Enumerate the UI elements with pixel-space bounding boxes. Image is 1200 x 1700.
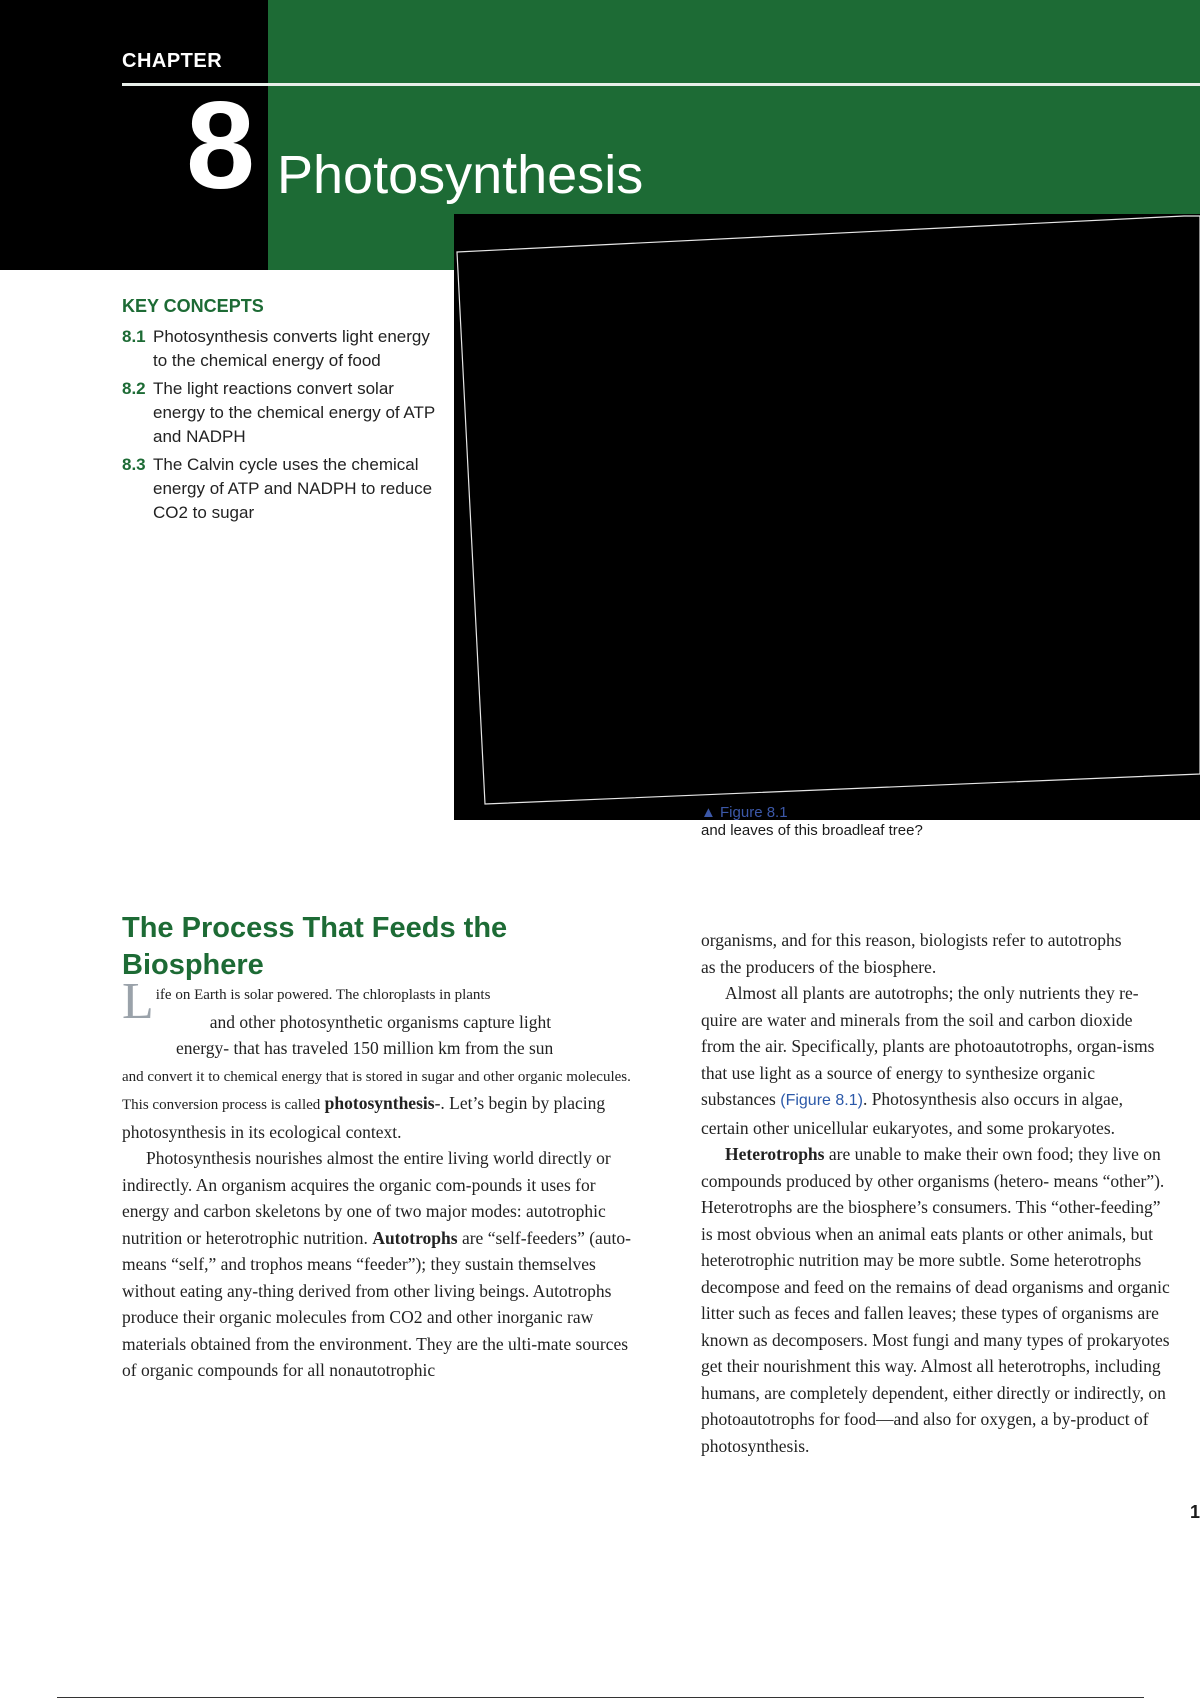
text-line: as the producers of the biosphere. xyxy=(701,956,937,977)
text-line: from the air. Specifically, plants are photoautotrophs, organ-isms xyxy=(701,1036,1155,1056)
key-term: Heterotrophs xyxy=(725,1144,825,1164)
text-line: quire are water and minerals from the soil and carbon dioxide xyxy=(701,1009,1133,1030)
right-column xyxy=(701,927,1200,1459)
paragraph-text: -. Let’s begin by placing photosynthesis in its ecological context. xyxy=(122,1093,606,1142)
text-segment: are unable to make their own food; they live on xyxy=(824,1144,1161,1164)
bottom-rule xyxy=(57,1697,1144,1698)
page-number: 1 xyxy=(1189,1502,1200,1522)
key-concepts-heading: KEY CONCEPTS xyxy=(122,296,264,316)
text-line: litter such as feces and fallen leaves; these types of organisms are xyxy=(701,1303,1159,1323)
paragraph-1 xyxy=(122,973,642,1145)
key-concept-item xyxy=(122,453,442,525)
text-segment: . Photosynthesis also occurs in algae, xyxy=(862,1089,1123,1109)
figure-caption-text: and leaves of this broadleaf tree? xyxy=(701,822,923,839)
key-concept-item xyxy=(122,325,442,373)
figure-image xyxy=(454,214,1200,820)
paragraph-text: ife on Earth is solar powered. The chloroplasts in plants xyxy=(155,987,491,1003)
text-line: that use light as a source of energy to synthesize organic xyxy=(701,1062,1095,1083)
text-line: photosynthesis. xyxy=(701,1435,810,1456)
text-line: certain other unicellular eukaryotes, and some prokaryotes. xyxy=(701,1117,1116,1138)
chapter-title: Photosynthesis xyxy=(277,145,644,205)
text-line: compounds produced by other organisms (hetero- means “other”). xyxy=(701,1170,1165,1191)
text-line: humans, are completely dependent, either directly or indirectly, on xyxy=(701,1382,1166,1403)
text-line: Almost all plants are autotrophs; the only nutrients they re- xyxy=(725,983,1139,1003)
section-heading: The Process That Feeds the Biosphere xyxy=(122,912,508,981)
text-line xyxy=(701,1086,1200,1115)
figure-reference-link[interactable]: (Figure 8.1) xyxy=(780,1092,863,1109)
text-line: heterotrophic nutrition may be more subtle. Some heterotrophs xyxy=(701,1250,1142,1270)
text-line: Heterotrophs are the biosphere’s consumers. This “other-feeding” xyxy=(701,1197,1161,1217)
drop-cap: L xyxy=(122,973,154,1030)
chapter-rule xyxy=(122,83,1200,86)
figure-tag[interactable]: ▲ Figure 8.1 xyxy=(701,804,788,821)
paragraph-2 xyxy=(122,1145,642,1384)
text-line: known as decomposers. Most fungi and many types of prokaryotes xyxy=(701,1329,1170,1350)
chapter-number: 8 xyxy=(186,77,251,215)
chapter-label: CHAPTER xyxy=(122,50,223,72)
key-concept-number: 8.1 xyxy=(122,327,146,346)
paragraph-line: and other photosynthetic organisms capture light xyxy=(209,1011,552,1032)
figure-caption xyxy=(701,804,1200,840)
key-concept-text: The light reactions convert solar energy to the chemical energy of ATP and NADPH xyxy=(153,379,435,446)
text-line: decompose and feed on the remains of dead organisms and organic xyxy=(701,1276,1170,1297)
key-concept-item xyxy=(122,377,442,449)
key-concepts xyxy=(122,296,442,529)
text-line: organisms, and for this reason, biologists refer to autotrophs xyxy=(701,930,1122,950)
paragraph-line: energy- that has traveled 150 million km from the sun xyxy=(176,1038,554,1058)
key-concept-text: Photosynthesis converts light energy to the chemical energy of food xyxy=(153,327,430,370)
text-line: get their nourishment this way. Almost all heterotrophs, including xyxy=(701,1356,1161,1376)
text-line: photoautotrophs for food—and also for oxygen, a by-product of xyxy=(701,1409,1149,1429)
text-line xyxy=(701,1141,1200,1168)
text-line: is most obvious when an animal eats plants or other animals, but xyxy=(701,1223,1154,1244)
key-concept-number: 8.3 xyxy=(122,455,146,474)
key-term: photosynthesis xyxy=(324,1093,435,1113)
paragraph-text: and convert it to chemical energy that is stored in sugar and other organic molecules. This conversion process is called xyxy=(122,1068,631,1113)
paragraph-text: Photosynthesis nourishes almost the entire living world directly or indirectly. An organism acquires the organic com-pounds it uses for energy and carbon skeletons by one of two major modes: autotrophic nutrition or heterotrophic nutrition. xyxy=(122,1148,611,1248)
left-column xyxy=(122,973,642,1384)
key-term: Autotrophs xyxy=(372,1227,458,1248)
paragraph-text: are “self-feeders” (auto- means “self,” and trophos means “feeder”); they sustain themselves without eating any-thing derived from other living beings. Autotrophs produce their organic molecules from CO2 and other inorganic raw materials obtained from the environment. They are the ulti-mate sources of organic compounds for all nonautotrophic xyxy=(122,1227,631,1380)
text-segment: substances xyxy=(701,1089,776,1109)
key-concept-text: The Calvin cycle uses the chemical energy of ATP and NADPH to reduce CO2 to sugar xyxy=(153,455,433,522)
key-concept-number: 8.2 xyxy=(122,379,146,398)
figure-frame xyxy=(454,214,1200,820)
